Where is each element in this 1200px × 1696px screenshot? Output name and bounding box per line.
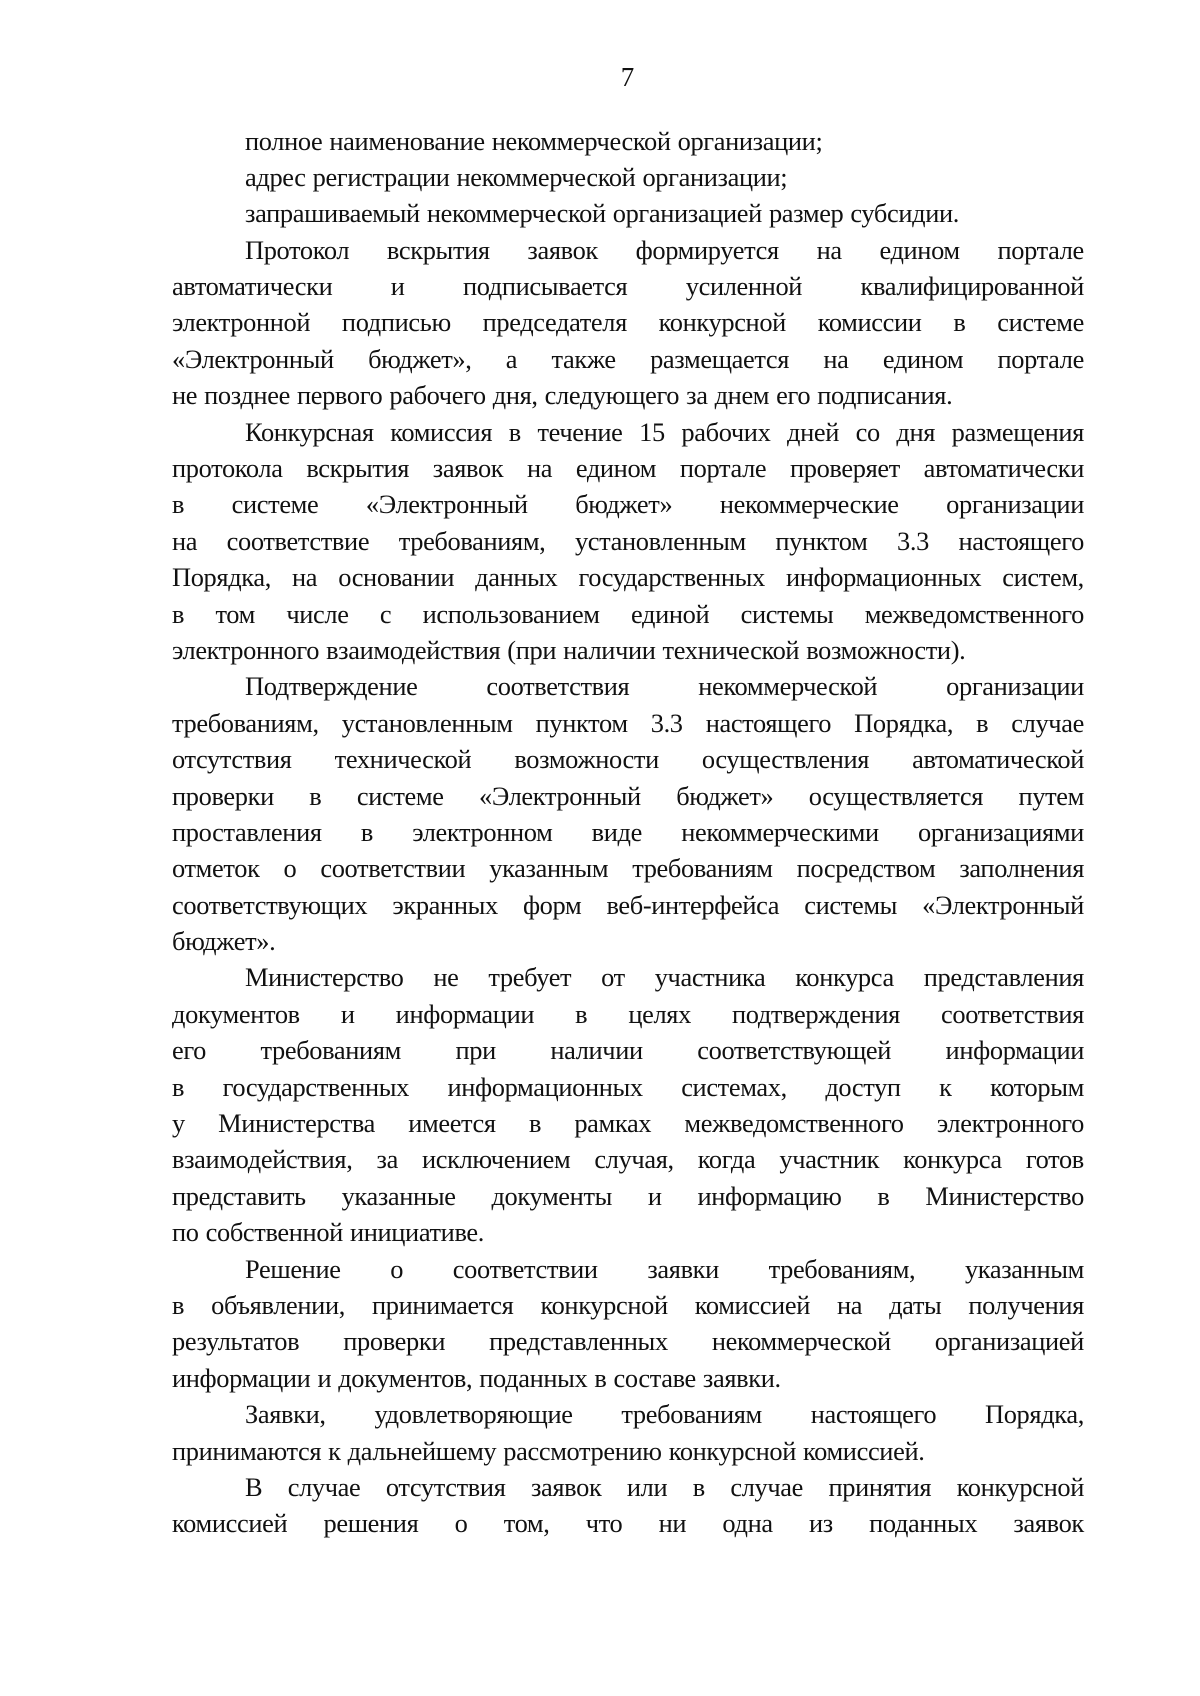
- text-line: бюджет».: [172, 926, 276, 957]
- text-line: его требованиям при наличии соответствующей информации: [172, 1035, 1084, 1066]
- text-line: у Министерства имеется в рамках межведомственного электронного: [172, 1108, 1084, 1139]
- text-line: в том числе с использованием единой системы межведомственного: [172, 598, 1084, 629]
- text-line: представить указанные документы и информацию в Министерство: [172, 1180, 1084, 1211]
- text-line: требованиям, установленным пунктом 3.3 настоящего Порядка, в случае: [172, 707, 1084, 738]
- text-line: отметок о соответствии указанным требованиям посредством заполнения: [172, 853, 1084, 884]
- paragraph-confirmation: [172, 668, 1084, 959]
- text-line: электронной подписью председателя конкурсной комиссии в системе: [172, 307, 1084, 338]
- text-line: Протокол вскрытия заявок формируется на едином портале: [245, 234, 1084, 265]
- text-line: комиссией решения о том, что ни одна из поданных заявок: [172, 1508, 1084, 1539]
- text-line: протокола вскрытия заявок на едином портале проверяет автоматически: [172, 453, 1084, 484]
- text-line: принимаются к дальнейшему рассмотрению конкурсной комиссией.: [172, 1435, 925, 1466]
- text-line: не позднее первого рабочего дня, следующего за днем его подписания.: [172, 380, 953, 411]
- text-line: Конкурсная комиссия в течение 15 рабочих дней со дня размещения: [245, 416, 1084, 447]
- paragraph-accepted-applications: [172, 1396, 1084, 1469]
- text-line: по собственной инициативе.: [172, 1217, 485, 1248]
- text-line: Заявки, удовлетворяющие требованиям настоящего Порядка,: [245, 1399, 1084, 1430]
- text-line: в объявлении, принимается конкурсной комиссией на даты получения: [172, 1290, 1084, 1320]
- text-line: «Электронный бюджет», а также размещается на едином портале: [172, 343, 1084, 374]
- text-line: в государственных информационных системах, доступ к которым: [172, 1071, 1084, 1102]
- document-body: [172, 123, 1084, 1542]
- paragraph-list-items: [172, 123, 1084, 232]
- text-line: Подтверждение соответствия некоммерческой организации: [245, 671, 1084, 702]
- text-line: запрашиваемый некоммерческой организацией размер субсидии.: [245, 198, 960, 229]
- text-line: на соответствие требованиям, установленным пунктом 3.3 настоящего: [172, 525, 1084, 556]
- paragraph-decision: [172, 1251, 1084, 1397]
- text-line: Министерство не требует от участника конкурса представления: [245, 962, 1084, 993]
- paragraph-commission-check: [172, 414, 1084, 669]
- page-number: 7: [620, 62, 635, 92]
- paragraph-protocol-opening: [172, 232, 1084, 414]
- text-line: в системе «Электронный бюджет» некоммерческие организации: [172, 489, 1084, 520]
- text-line: соответствующих экранных форм веб-интерфейса системы «Электронный: [172, 889, 1084, 920]
- paragraph-ministry-documents: [172, 959, 1084, 1250]
- text-line: информации и документов, поданных в составе заявки.: [172, 1362, 781, 1393]
- text-line: автоматически и подписывается усиленной квалифицированной: [172, 271, 1084, 302]
- text-line: Порядка, на основании данных государственных информационных систем,: [172, 562, 1084, 593]
- text-line: взаимодействия, за исключением случая, когда участник конкурса готов: [172, 1144, 1084, 1175]
- text-line: адрес регистрации некоммерческой организации;: [245, 161, 788, 192]
- text-line: проверки в системе «Электронный бюджет» осуществляется путем: [172, 780, 1084, 811]
- paragraph-no-applications: [172, 1469, 1084, 1542]
- text-line: электронного взаимодействия (при наличии технической возможности).: [172, 634, 966, 665]
- text-line: отсутствия технической возможности осуществления автоматической: [172, 744, 1084, 775]
- text-line: проставления в электронном виде некоммерческими организациями: [172, 816, 1084, 847]
- text-line: полное наименование некоммерческой организации;: [245, 125, 823, 156]
- text-line: документов и информации в целях подтверждения соответствия: [172, 998, 1084, 1029]
- text-line: В случае отсутствия заявок или в случае принятия конкурсной: [245, 1471, 1084, 1502]
- text-line: результатов проверки представленных некоммерческой организацией: [172, 1326, 1084, 1357]
- text-line: Решение о соответствии заявки требованиям, указанным: [245, 1253, 1084, 1284]
